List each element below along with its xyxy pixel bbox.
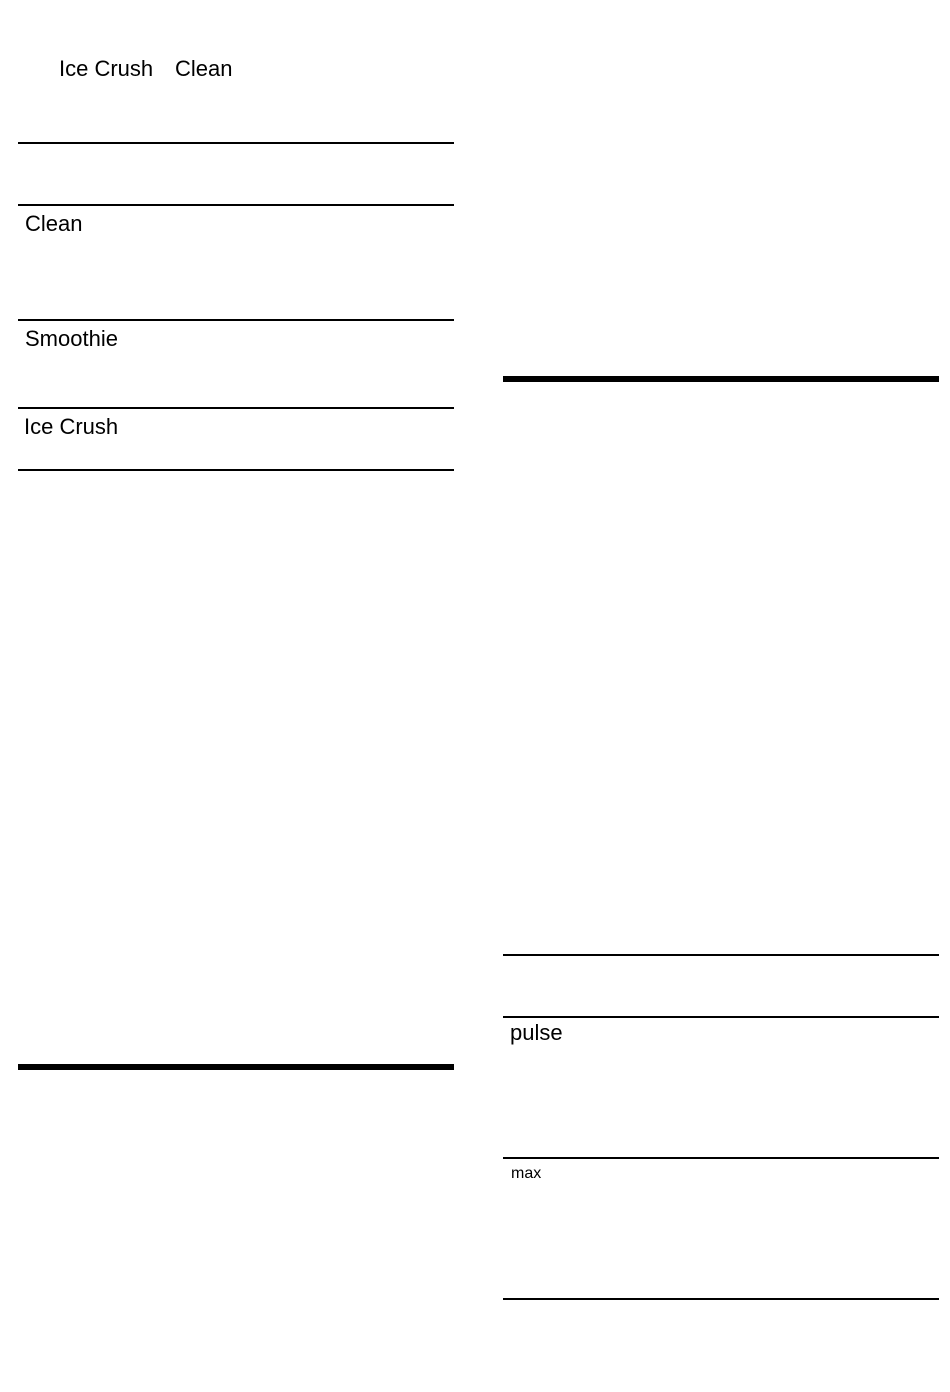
table-rule xyxy=(18,319,454,321)
header-mode-clean: Clean xyxy=(175,56,233,81)
table-rule xyxy=(18,204,454,206)
setting-label-max: max xyxy=(511,1165,542,1182)
program-label-clean: Clean xyxy=(25,211,83,236)
table-rule xyxy=(18,469,454,471)
header-mode-ice-crush: Ice Crush xyxy=(59,56,154,81)
program-label-ice-crush: Ice Crush xyxy=(24,414,119,439)
table-rule xyxy=(18,142,454,144)
table-rule xyxy=(503,1298,939,1300)
section-divider xyxy=(18,1064,454,1070)
program-label-smoothie: Smoothie xyxy=(25,326,118,351)
table-rule xyxy=(503,1016,939,1018)
section-divider xyxy=(503,376,939,382)
table-rule xyxy=(503,954,939,956)
setting-label-pulse: pulse xyxy=(510,1020,563,1045)
table-rule xyxy=(18,407,454,409)
table-rule xyxy=(503,1157,939,1159)
